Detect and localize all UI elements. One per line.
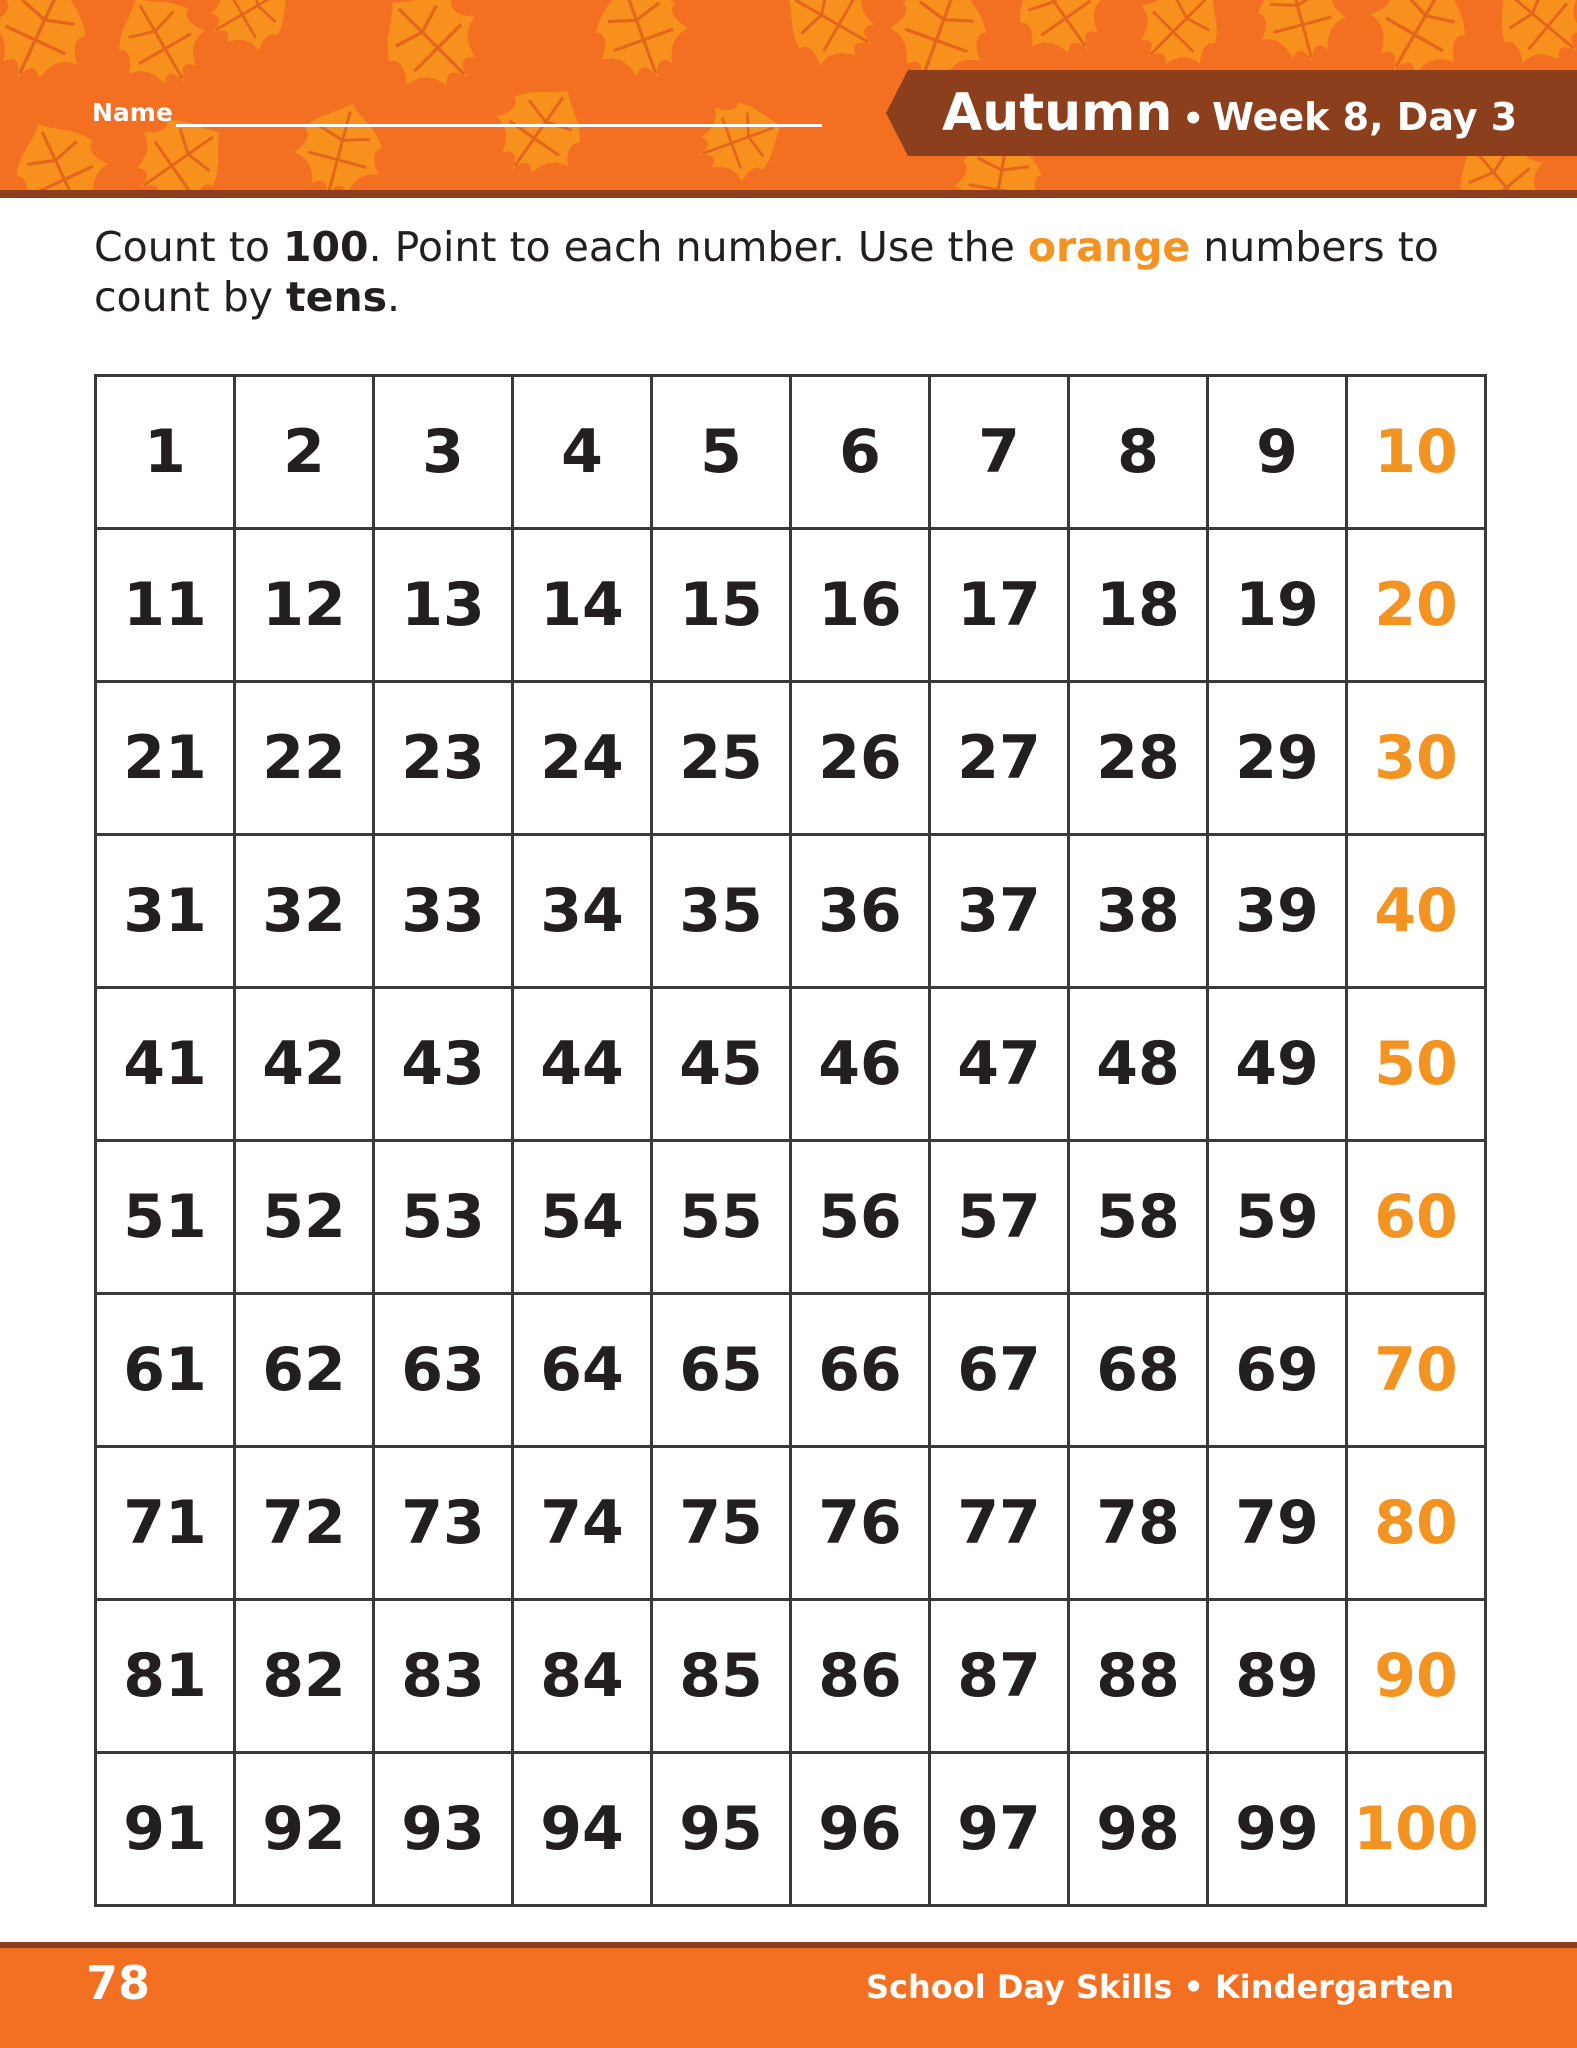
number-cell[interactable]: 53 [374,1141,513,1294]
number-cell[interactable]: 63 [374,1294,513,1447]
number-cell[interactable]: 7 [930,376,1069,529]
number-cell[interactable]: 49 [1208,988,1347,1141]
number-cell[interactable]: 77 [930,1447,1069,1600]
header-divider [0,190,1577,198]
number-cell[interactable]: 94 [513,1753,652,1906]
number-cell[interactable]: 24 [513,682,652,835]
number-cell[interactable]: 34 [513,835,652,988]
number-cell[interactable]: 78 [1069,1447,1208,1600]
number-cell[interactable]: 74 [513,1447,652,1600]
number-cell[interactable]: 52 [235,1141,374,1294]
grid-row [96,1753,1486,1906]
number-cell[interactable]: 13 [374,529,513,682]
number-cell[interactable]: 73 [374,1447,513,1600]
instructions-part2: . Point to each number. Use the [368,223,1028,271]
instructions-bold-100: 100 [282,223,369,271]
number-cell[interactable]: 99 [1208,1753,1347,1906]
number-cell[interactable]: 11 [96,529,235,682]
number-cell[interactable]: 31 [96,835,235,988]
number-cell[interactable]: 18 [1069,529,1208,682]
number-cell[interactable]: 43 [374,988,513,1141]
number-cell[interactable]: 39 [1208,835,1347,988]
number-cell[interactable]: 55 [652,1141,791,1294]
instructions-part4: . [387,273,401,321]
number-cell[interactable]: 6 [791,376,930,529]
number-cell[interactable]: 2 [235,376,374,529]
grid-row [96,1294,1486,1447]
number-cell[interactable]: 15 [652,529,791,682]
number-cell[interactable]: 57 [930,1141,1069,1294]
number-cell[interactable]: 8 [1069,376,1208,529]
number-cell[interactable]: 36 [791,835,930,988]
title-separator: • [1182,99,1205,139]
number-cell[interactable]: 68 [1069,1294,1208,1447]
number-cell[interactable]: 85 [652,1600,791,1753]
number-cell[interactable]: 26 [791,682,930,835]
tens-number-cell[interactable]: 100 [1347,1753,1486,1906]
name-line[interactable] [176,124,822,127]
number-cell[interactable]: 56 [791,1141,930,1294]
title-banner [886,70,1577,156]
number-cell[interactable]: 93 [374,1753,513,1906]
number-cell[interactable]: 5 [652,376,791,529]
number-cell[interactable]: 19 [1208,529,1347,682]
number-cell[interactable]: 86 [791,1600,930,1753]
number-cell[interactable]: 27 [930,682,1069,835]
grid-row [96,1141,1486,1294]
page-title [942,70,1517,156]
grid-row [96,1447,1486,1600]
page-number: 78 [86,1956,151,2010]
instructions-part3: numbers to count by [94,223,1439,321]
number-cell[interactable]: 23 [374,682,513,835]
number-cell[interactable]: 32 [235,835,374,988]
number-cell[interactable]: 72 [235,1447,374,1600]
number-cell[interactable]: 88 [1069,1600,1208,1753]
number-cell[interactable]: 61 [96,1294,235,1447]
grid-row [96,682,1486,835]
number-cell[interactable]: 38 [1069,835,1208,988]
number-cell[interactable]: 87 [930,1600,1069,1753]
number-cell[interactable]: 89 [1208,1600,1347,1753]
number-cell[interactable]: 4 [513,376,652,529]
number-cell[interactable]: 66 [791,1294,930,1447]
number-cell[interactable]: 84 [513,1600,652,1753]
number-cell[interactable]: 35 [652,835,791,988]
number-cell[interactable]: 45 [652,988,791,1141]
grid-row [96,529,1486,682]
grid-row [96,988,1486,1141]
number-cell[interactable]: 42 [235,988,374,1141]
number-cell[interactable]: 92 [235,1753,374,1906]
number-cell[interactable]: 51 [96,1141,235,1294]
instructions-part1: Count to [94,223,283,271]
number-cell[interactable]: 47 [930,988,1069,1141]
number-cell[interactable]: 41 [96,988,235,1141]
grid-row [96,1600,1486,1753]
hundred-chart [94,374,1487,1907]
number-cell[interactable]: 1 [96,376,235,529]
number-cell[interactable]: 28 [1069,682,1208,835]
number-cell[interactable]: 62 [235,1294,374,1447]
number-cell[interactable]: 75 [652,1447,791,1600]
number-cell[interactable]: 54 [513,1141,652,1294]
week-day-label: Week 8, Day 3 [1212,95,1518,139]
number-cell[interactable]: 25 [652,682,791,835]
number-cell[interactable]: 79 [1208,1447,1347,1600]
tens-number-cell[interactable]: 60 [1347,1141,1486,1294]
tens-number-cell[interactable]: 30 [1347,682,1486,835]
number-cell[interactable]: 21 [96,682,235,835]
number-cell[interactable]: 16 [791,529,930,682]
number-cell[interactable]: 33 [374,835,513,988]
number-cell[interactable]: 81 [96,1600,235,1753]
number-cell[interactable]: 14 [513,529,652,682]
number-cell[interactable]: 17 [930,529,1069,682]
number-cell[interactable]: 95 [652,1753,791,1906]
number-cell[interactable]: 44 [513,988,652,1141]
instructions [94,222,1494,322]
season-title: Autumn [942,83,1173,143]
number-cell[interactable]: 71 [96,1447,235,1600]
number-cell[interactable]: 58 [1069,1141,1208,1294]
footer-divider [0,1942,1577,1948]
number-cell[interactable]: 76 [791,1447,930,1600]
name-label: Name [92,98,173,127]
tens-number-cell[interactable]: 70 [1347,1294,1486,1447]
tens-number-cell[interactable]: 10 [1347,376,1486,529]
number-cell[interactable]: 48 [1069,988,1208,1141]
number-cell[interactable]: 3 [374,376,513,529]
number-cell[interactable]: 82 [235,1600,374,1753]
book-title: School Day Skills • Kindergarten [865,1968,1454,2006]
number-cell[interactable]: 67 [930,1294,1069,1447]
number-cell[interactable]: 91 [96,1753,235,1906]
tens-number-cell[interactable]: 80 [1347,1447,1486,1600]
grid-row [96,376,1486,529]
number-cell[interactable]: 22 [235,682,374,835]
tens-number-cell[interactable]: 50 [1347,988,1486,1141]
number-cell[interactable]: 46 [791,988,930,1141]
number-cell[interactable]: 59 [1208,1141,1347,1294]
number-cell[interactable]: 64 [513,1294,652,1447]
number-cell[interactable]: 37 [930,835,1069,988]
grid-row [96,835,1486,988]
number-cell[interactable]: 97 [930,1753,1069,1906]
number-cell[interactable]: 9 [1208,376,1347,529]
header-banner [0,0,1577,190]
number-cell[interactable]: 69 [1208,1294,1347,1447]
number-cell[interactable]: 83 [374,1600,513,1753]
instructions-bold-tens: tens [286,273,388,321]
tens-number-cell[interactable]: 20 [1347,529,1486,682]
number-cell[interactable]: 98 [1069,1753,1208,1906]
number-cell[interactable]: 65 [652,1294,791,1447]
tens-number-cell[interactable]: 40 [1347,835,1486,988]
number-cell[interactable]: 12 [235,529,374,682]
number-cell[interactable]: 96 [791,1753,930,1906]
number-cell[interactable]: 29 [1208,682,1347,835]
instructions-orange-word: orange [1027,223,1191,271]
tens-number-cell[interactable]: 90 [1347,1600,1486,1753]
